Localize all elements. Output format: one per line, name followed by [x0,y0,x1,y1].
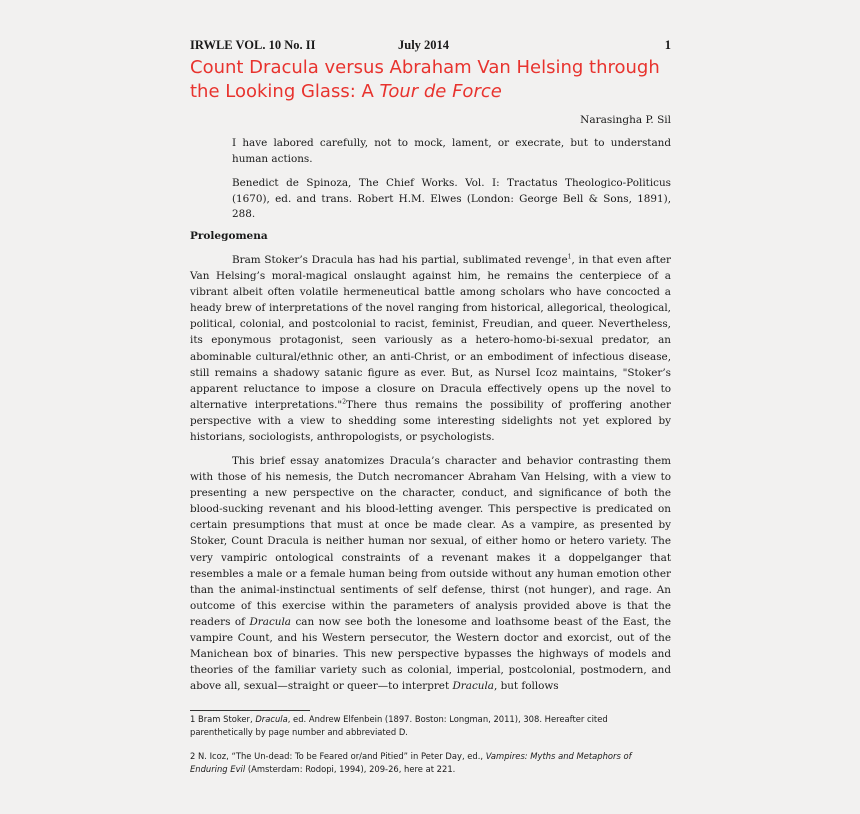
title-italic: Tour de Force [379,81,502,102]
epigraph-quote: I have labored carefully, not to mock, lament, or execrate, but to understand human actions. [232,137,671,165]
footnote-divider [190,710,310,711]
p2-text-b: can now see both the lonesome and loathsome beast of the East, the vampire Count, and his Western persecutor, the Western doctor and exorcist, out of the Manichean box of binaries. This new perspective bypasses the highways of models and theories of the familiar variety such as colonial, imperial, postcolonial, postmodern, and above all, sexual—straight or queer—to interpret [190,615,671,693]
body-paragraph-2 [190,453,671,694]
p2-text-a: This brief essay anatomizes Dracula’s character and behavior contrasting them with those of his nemesis, the Dutch necromancer Abraham Van Helsing, with a view to presenting a new perspective on the character, conduct, and significance of both the blood-sucking revenant and his blood-letting avenger. This perspective is predicated on certain presumptions that must at once be made clear. As a vampire, as presented by Stoker, Count Dracula is neither human nor sexual, of either homo or hetero variety. The very vampiric ontological constraints of a revenant makes it a doppelganger that resembles a male or a female human being from outside without any human emotion other than the animal-instinctual sentiments of self defense, thirst (not hunger), and rage. An outcome of this exercise within the parameters of analysis provided above is that the readers of [190,455,671,628]
title-main: Count Dracula versus Abraham Van Helsing through the Looking Glass: A [190,57,660,102]
p2-text-c: , but follows [493,680,559,693]
fn2-text-a: 2 N. Icoz, “The Un-dead: To be Feared or/and Pitied” in Peter Day, ed., [190,751,486,761]
fn1-text-b: , ed. Andrew Elfenbein (1897. Boston: Longman, 2011), 308. Hereafter cited parenthetically by page number and abbreviated D. [190,714,608,737]
body-paragraph-1 [190,252,671,445]
page-number: 1 [664,38,671,52]
fn1-text-a: 1 Bram Stoker, [190,714,256,724]
p1-text-b: , in that even after Van Helsing’s moral-magical onslaught against him, he remains the centerpiece of a vibrant albeit often volatile hermeneutical battle among scholars who have concocted a heady brew of interpretations of the novel ranging from historical, allegorical, theological, political, colonial, and postcolonial to racist, feminist, Freudian, and queer. Nevertheless, its eponymous protagonist, seen variously as a hetero-homo-bi-sexual predator, an abominable cultural/ethnic other, an anti-Christ, or an embodiment of infectious disease, still remains a shadowy satanic figure as ever. But, as Nursel Icoz maintains, "Stoker’s apparent reluctance to impose a closure on Dracula effectively opens up the novel to alternative interpretations." [190,254,671,411]
fn2-italic: Vampires: Myths and Metaphors of Enduring Evil [190,751,632,774]
journal-volume: IRWLE VOL. 10 No. II [190,38,316,52]
section-heading: Prolegomena [190,230,268,242]
fn2-text-b: (Amsterdam: Rodopi, 1994), 209-26, here at 221. [245,764,456,774]
issue-date: July 2014 [398,38,450,52]
footnote-ref-2: 2 [342,398,347,406]
footnote-2 [190,750,671,776]
author-name: Narasingha P. Sil [580,114,671,126]
footnote-1 [190,713,671,739]
p1-text-c: There thus remains the possibility of proffering another perspective with a view to shedding some interesting sidelights not yet explored by historians, sociologists, anthropologists, or psychologists. [190,398,671,444]
p1-text-a: Bram Stoker’s Dracula has had his partial, sublimated revenge [232,254,568,266]
article-title [190,56,680,104]
fn1-italic: Dracula [255,714,288,724]
p2-italic-b: Dracula [452,680,494,693]
footnote-ref-1: 1 [567,253,572,261]
epigraph-source: Benedict de Spinoza, The Chief Works. Vol. I: Tractatus Theologico-Politicus (1670), ed. and trans. Robert H.M. Elwes (London: George Bell & Sons, 1891), 288. [232,177,671,220]
p2-italic-a: Dracula [249,615,291,628]
